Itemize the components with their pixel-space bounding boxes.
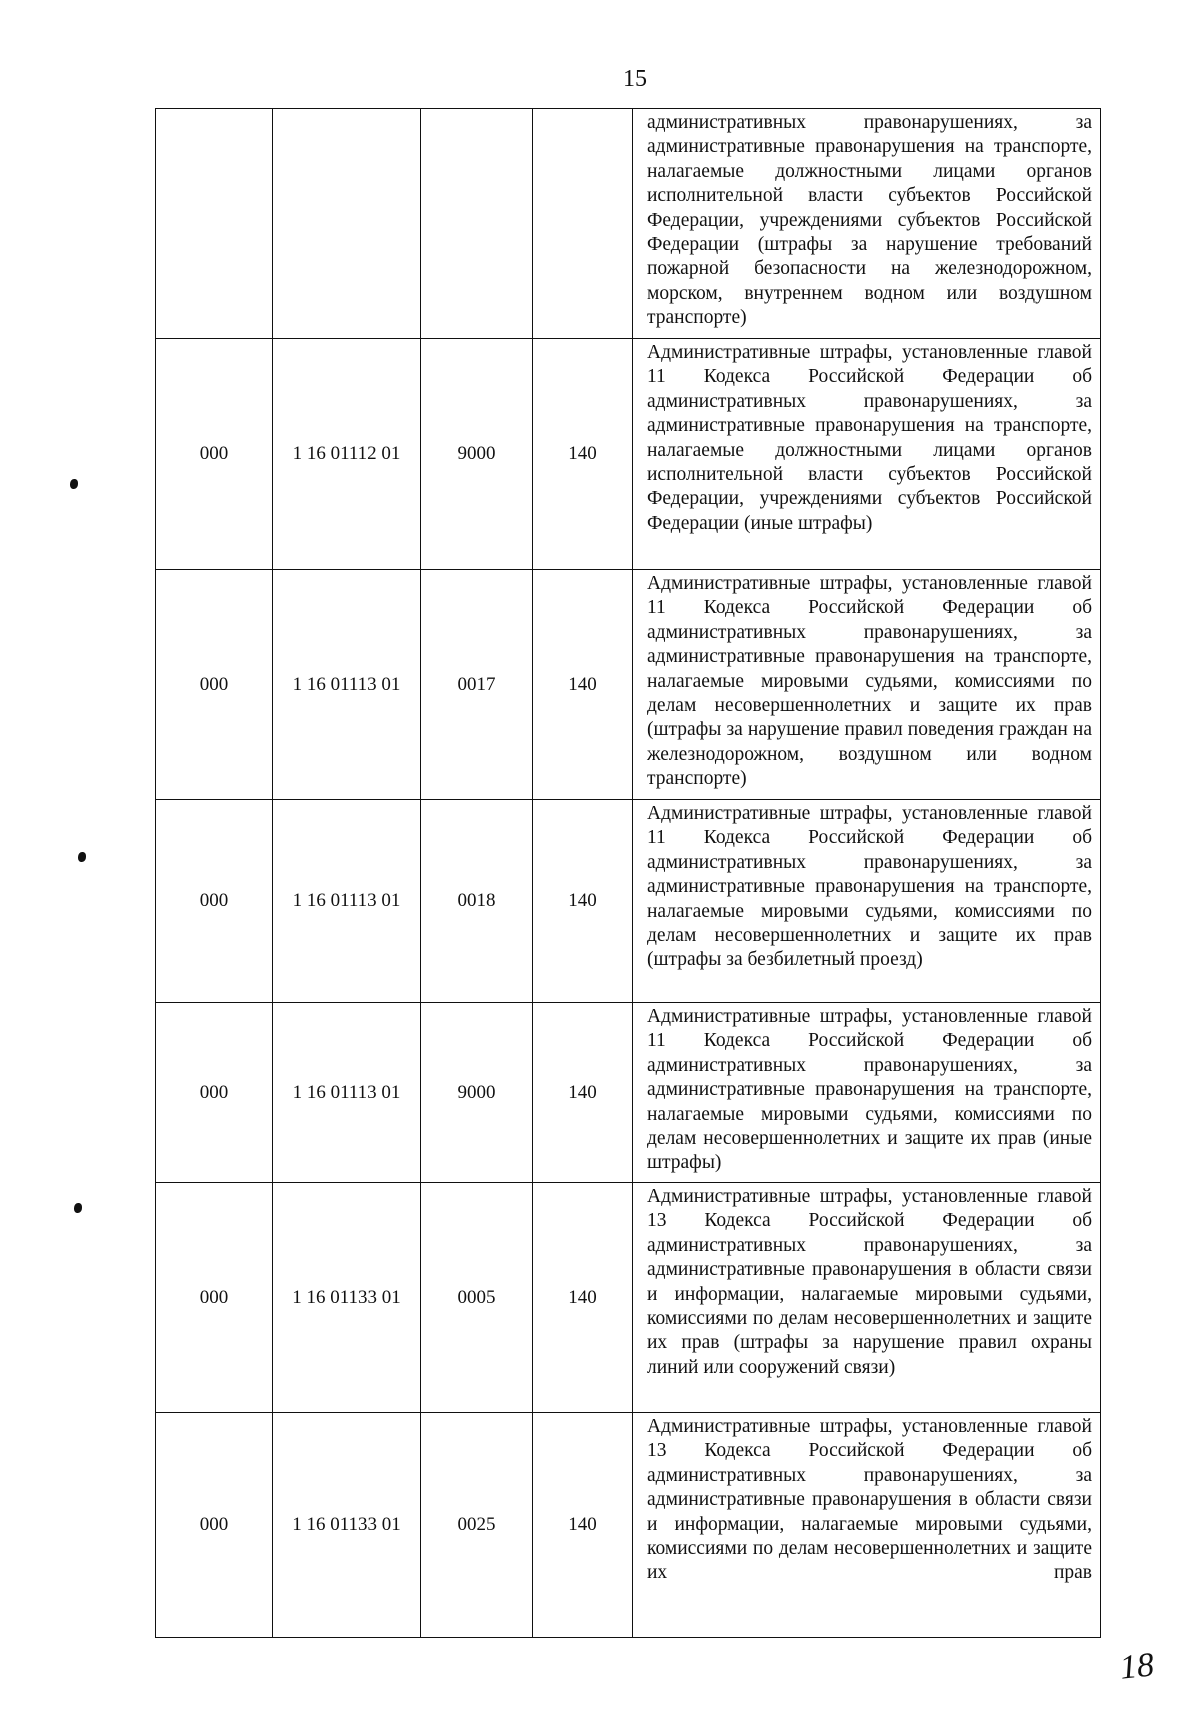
admin-code-cell: 000 bbox=[156, 339, 273, 570]
description-cell: Административные штрафы, установленные главой 11 Кодекса Российской Федерации об административных правонарушениях, за административные правонарушения на транспорте, налагаемые мировыми судьями, комиссиями по делам несовершеннолетних и защите их прав (штрафы за безбилетный проезд) bbox=[633, 800, 1101, 1003]
budget-codes-table bbox=[155, 108, 1101, 1638]
kosgu-code-cell bbox=[533, 109, 633, 339]
subtype-code-cell: 0018 bbox=[421, 800, 533, 1003]
admin-code-cell bbox=[156, 109, 273, 339]
admin-code-cell: 000 bbox=[156, 570, 273, 800]
subtype-code-cell: 0025 bbox=[421, 1413, 533, 1638]
income-code-cell: 1 16 01133 01 bbox=[273, 1183, 421, 1413]
admin-code-cell: 000 bbox=[156, 800, 273, 1003]
table-row bbox=[156, 570, 1101, 800]
description-cell: Административные штрафы, установленные главой 13 Кодекса Российской Федерации об административных правонарушениях, за административные правонарушения в области связи и информации, налагаемые мировыми судьями, комиссиями по делам несовершеннолетних и защите их прав (штрафы за нарушение правил охраны линий или сооружений связи) bbox=[633, 1183, 1101, 1413]
description-cell: Административные штрафы, установленные главой 13 Кодекса Российской Федерации об административных правонарушениях, за административные правонарушения в области связи и информации, налагаемые мировыми судьями, комиссиями по делам несовершеннолетних и защите их прав bbox=[633, 1413, 1101, 1638]
punch-hole-mark bbox=[70, 479, 78, 489]
table-row bbox=[156, 109, 1101, 339]
income-code-cell: 1 16 01113 01 bbox=[273, 570, 421, 800]
table-row bbox=[156, 800, 1101, 1003]
table-row bbox=[156, 339, 1101, 570]
kosgu-code-cell: 140 bbox=[533, 800, 633, 1003]
description-cell: административных правонарушениях, за административные правонарушения на транспорте, налагаемые должностными лицами органов исполнительной власти субъектов Российской Федерации, учреждениями субъектов Российской Федерации (штрафы за нарушение требований пожарной безопасности на железнодорожном, морском, внутреннем водном или воздушном транспорте) bbox=[633, 109, 1101, 339]
description-cell: Административные штрафы, установленные главой 11 Кодекса Российской Федерации об административных правонарушениях, за административные правонарушения на транспорте, налагаемые мировыми судьями, комиссиями по делам несовершеннолетних и защите их прав (иные штрафы) bbox=[633, 1003, 1101, 1183]
description-cell: Административные штрафы, установленные главой 11 Кодекса Российской Федерации об административных правонарушениях, за административные правонарушения на транспорте, налагаемые должностными лицами органов исполнительной власти субъектов Российской Федерации, учреждениями субъектов Российской Федерации (иные штрафы) bbox=[633, 339, 1101, 570]
kosgu-code-cell: 140 bbox=[533, 1413, 633, 1638]
punch-hole-mark bbox=[74, 1203, 82, 1213]
handwritten-sheet-number: 18 bbox=[1118, 1646, 1156, 1687]
table-row bbox=[156, 1183, 1101, 1413]
subtype-code-cell bbox=[421, 109, 533, 339]
admin-code-cell: 000 bbox=[156, 1183, 273, 1413]
kosgu-code-cell: 140 bbox=[533, 339, 633, 570]
punch-hole-mark bbox=[78, 852, 86, 862]
admin-code-cell: 000 bbox=[156, 1003, 273, 1183]
subtype-code-cell: 9000 bbox=[421, 1003, 533, 1183]
page-number: 15 bbox=[623, 66, 647, 92]
income-code-cell: 1 16 01112 01 bbox=[273, 339, 421, 570]
kosgu-code-cell: 140 bbox=[533, 1003, 633, 1183]
income-code-cell bbox=[273, 109, 421, 339]
kosgu-code-cell: 140 bbox=[533, 570, 633, 800]
income-code-cell: 1 16 01133 01 bbox=[273, 1413, 421, 1638]
subtype-code-cell: 0017 bbox=[421, 570, 533, 800]
subtype-code-cell: 9000 bbox=[421, 339, 533, 570]
income-code-cell: 1 16 01113 01 bbox=[273, 1003, 421, 1183]
table-row bbox=[156, 1003, 1101, 1183]
subtype-code-cell: 0005 bbox=[421, 1183, 533, 1413]
income-code-cell: 1 16 01113 01 bbox=[273, 800, 421, 1003]
admin-code-cell: 000 bbox=[156, 1413, 273, 1638]
description-cell: Административные штрафы, установленные главой 11 Кодекса Российской Федерации об административных правонарушениях, за административные правонарушения на транспорте, налагаемые мировыми судьями, комиссиями по делам несовершеннолетних и защите их прав (штрафы за нарушение правил поведения граждан на железнодорожном, воздушном или водном транспорте) bbox=[633, 570, 1101, 800]
table-row bbox=[156, 1413, 1101, 1638]
kosgu-code-cell: 140 bbox=[533, 1183, 633, 1413]
